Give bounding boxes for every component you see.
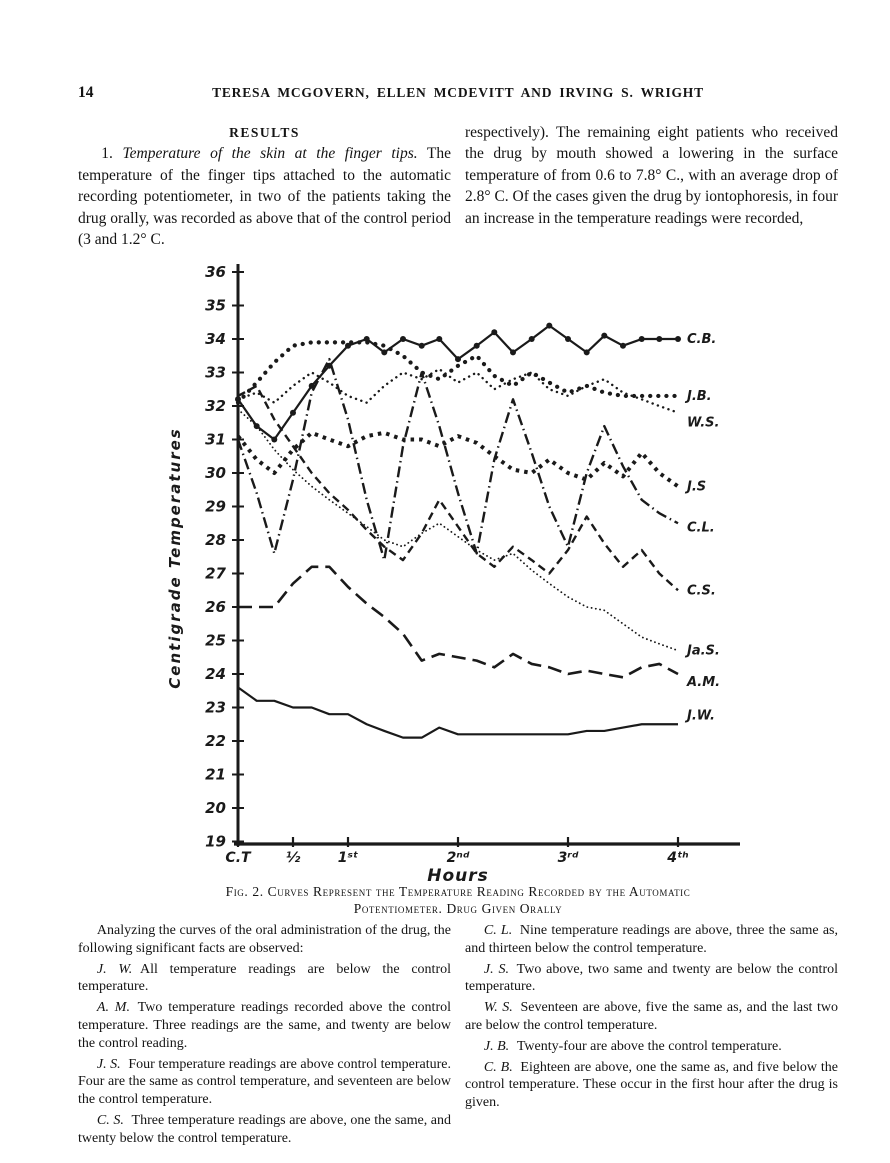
- analysis-item: [465, 1038, 838, 1056]
- analysis-left-column: [78, 922, 451, 1151]
- analysis-item: [465, 922, 838, 958]
- page-header: [78, 84, 838, 104]
- svg-text:3ʳᵈ: 3ʳᵈ: [557, 850, 579, 866]
- svg-text:A.M.: A.M.: [687, 675, 721, 690]
- svg-text:C.S.: C.S.: [687, 583, 716, 599]
- analysis-section: [78, 922, 838, 1151]
- svg-text:2ⁿᵈ: 2ⁿᵈ: [446, 850, 470, 866]
- svg-text:22: 22: [205, 732, 226, 750]
- svg-text:23: 23: [205, 698, 226, 717]
- svg-text:Centigrade Temperatures: Centigrade Temperatures: [166, 427, 184, 689]
- analysis-item-text: Twenty-four are above the control temperature.: [516, 1038, 782, 1054]
- svg-text:27: 27: [205, 564, 226, 583]
- analysis-item-text: Seventeen are above, five the same as, and the last two are below the control temperature.: [465, 1000, 838, 1033]
- results-left-paragraph: [78, 143, 451, 250]
- running-head: TERESA MCGOVERN, ELLEN MCDEVITT AND IRVING S. WRIGHT: [212, 85, 704, 100]
- results-right-paragraph: respectively). The remaining eight patients who received the drug by mouth showed a lowering in the surface temperature of from 0.6 to 7.8° C., with an average drop of 2.8° C. Of the cases given the drug by iontophoresis, in four an increase in the temperature readings were recorded,: [465, 124, 838, 227]
- patient-initials: W. S.: [483, 1000, 513, 1016]
- analysis-item-text: Nine temperature readings are above, three the same as, and thirteen below the control temperature.: [465, 923, 838, 956]
- svg-text:31: 31: [205, 430, 226, 449]
- patient-initials: A. M.: [96, 1000, 130, 1016]
- results-left-column: [78, 122, 451, 250]
- svg-text:36: 36: [205, 263, 226, 281]
- svg-text:J.W.: J.W.: [687, 708, 715, 724]
- temperature-chart: [140, 258, 780, 888]
- svg-text:1ˢᵗ: 1ˢᵗ: [337, 850, 359, 866]
- svg-text:J.S: J.S: [687, 479, 707, 495]
- analysis-item-text: Two above, two same and twenty are below the control temperature.: [465, 961, 838, 995]
- svg-text:24: 24: [205, 665, 226, 683]
- patient-initials: C. S.: [96, 1112, 124, 1128]
- patient-initials: C. L.: [483, 923, 513, 938]
- page-number: 14: [78, 84, 94, 101]
- section-item-title: Temperature of the skin at the finger tips.: [122, 145, 418, 163]
- analysis-item: [465, 999, 838, 1035]
- svg-text:30: 30: [205, 464, 226, 482]
- results-heading: RESULTS: [229, 125, 300, 140]
- svg-text:19: 19: [205, 832, 226, 851]
- svg-text:½: ½: [285, 850, 301, 866]
- svg-text:32: 32: [205, 397, 226, 415]
- analysis-item-text: Three temperature readings are above, one the same, and twenty below the control temperature.: [78, 1112, 451, 1146]
- analysis-item: [465, 961, 838, 997]
- results-section: [78, 122, 838, 250]
- figure-2: [140, 258, 780, 888]
- svg-text:21: 21: [205, 765, 226, 784]
- svg-text:C.L.: C.L.: [687, 520, 715, 536]
- svg-text:C.B.: C.B.: [687, 332, 717, 347]
- svg-text:C.T: C.T: [225, 850, 251, 866]
- analysis-intro: Analyzing the curves of the oral administration of the drug, the following significant facts are observed:: [78, 923, 451, 956]
- item-number: 1.: [101, 145, 113, 163]
- patient-initials: J. B.: [483, 1038, 510, 1054]
- svg-text:34: 34: [205, 330, 226, 348]
- svg-text:35: 35: [205, 296, 226, 315]
- patient-initials: J. W.: [96, 961, 133, 977]
- svg-text:W.S.: W.S.: [687, 415, 720, 431]
- figure-caption: [78, 884, 838, 917]
- patient-initials: J. S.: [96, 1056, 121, 1072]
- svg-text:20: 20: [205, 799, 226, 817]
- analysis-item-text: Four temperature readings are above control temperature. Four are the same as control temperature, and seventeen are below the control temperature.: [78, 1056, 451, 1108]
- analysis-item: [78, 1056, 451, 1109]
- figure-caption-line1: Fig. 2. Curves Represent the Temperature Reading Recorded by the Automatic: [225, 884, 691, 899]
- analysis-item-text: All temperature readings are below the control temperature.: [78, 961, 451, 995]
- svg-text:25: 25: [205, 631, 226, 650]
- svg-text:26: 26: [205, 598, 226, 616]
- svg-text:29: 29: [205, 497, 226, 516]
- analysis-item: [78, 1112, 451, 1148]
- svg-text:Ja.S.: Ja.S.: [687, 643, 720, 659]
- analysis-item-text: Eighteen are above, one the same as, and five below the control temperature. These occur in the first hour after the drug is given.: [465, 1059, 839, 1111]
- svg-text:4ᵗʰ: 4ᵗʰ: [667, 850, 689, 866]
- analysis-item: [465, 1059, 838, 1112]
- figure-caption-line2: Potentiometer. Drug Given Orally: [353, 900, 563, 916]
- svg-text:J.B.: J.B.: [687, 388, 712, 404]
- results-right-column: [465, 122, 838, 250]
- svg-text:33: 33: [205, 363, 226, 382]
- analysis-item-text: Two temperature readings recorded above the control temperature. Three readings are the same, and twenty are below the control reading.: [78, 1000, 451, 1051]
- analysis-right-column: [465, 922, 838, 1151]
- svg-text:28: 28: [205, 531, 226, 549]
- results-left-body: The temperature of the finger tips attached to the automatic recording potentiometer, in two of the patients taking the drug orally, was recorded as above that of the control period (3 and 1.2° C.: [78, 145, 452, 249]
- analysis-item: [78, 999, 451, 1052]
- patient-initials: C. B.: [483, 1059, 513, 1075]
- analysis-item: [78, 961, 451, 997]
- patient-initials: J. S.: [483, 961, 509, 977]
- svg-text:Hours: Hours: [427, 866, 489, 886]
